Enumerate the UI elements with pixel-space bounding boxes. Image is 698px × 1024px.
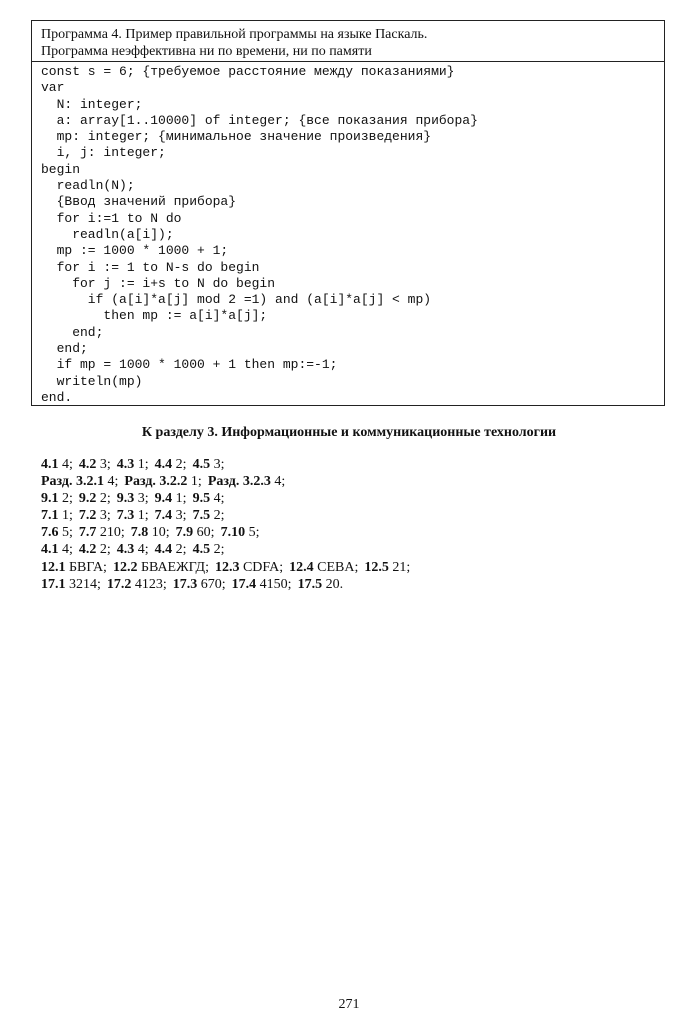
- answer-number: 17.1: [41, 576, 66, 592]
- answer-item: [155, 491, 187, 506]
- answer-row: [41, 576, 416, 593]
- answer-value: 3214;: [69, 576, 101, 592]
- answer-value: 2;: [99, 491, 111, 507]
- answer-value: БВАЕЖГД;: [140, 559, 209, 575]
- answer-item: [41, 542, 73, 557]
- answer-number: 12.3: [214, 559, 240, 575]
- answer-value: 4;: [274, 474, 286, 490]
- answer-value: 5;: [62, 525, 73, 541]
- answer-item: [155, 542, 187, 557]
- answer-item: [79, 457, 111, 472]
- code-listing: [41, 64, 478, 406]
- answer-value: 1;: [175, 491, 187, 507]
- answer-item: [289, 560, 358, 575]
- answer-number: 9.4: [154, 491, 173, 507]
- answer-value: 2;: [99, 542, 111, 558]
- answer-number: 17.4: [231, 576, 257, 592]
- answer-number: 7.1: [41, 508, 59, 524]
- answer-number: 7.8: [130, 525, 149, 541]
- answer-value: 2;: [213, 542, 225, 558]
- answer-value: 1;: [137, 508, 149, 524]
- answer-value: 1;: [62, 508, 73, 524]
- answer-value: 3;: [137, 491, 149, 507]
- answer-item: [41, 560, 107, 575]
- code-line: mp: integer; {минимальное значение произведения}: [41, 129, 432, 145]
- code-line: readln(a[i]);: [41, 226, 174, 242]
- answer-item: [155, 457, 187, 472]
- page-number: 271: [338, 997, 360, 1012]
- answer-value: 4;: [213, 491, 225, 507]
- code-line: a: array[1..10000] of integer; {все показания прибора}: [41, 112, 478, 128]
- answer-item: [124, 474, 201, 489]
- answer-value: БВГА;: [69, 559, 107, 575]
- answer-item: [41, 491, 73, 506]
- answer-value: 3;: [213, 457, 225, 472]
- answer-number: 12.4: [289, 559, 314, 575]
- code-line: N: integer;: [41, 96, 143, 112]
- answer-item: [193, 457, 225, 472]
- answer-item: [79, 525, 125, 540]
- answer-number: 4.3: [116, 457, 135, 472]
- answer-item: [193, 491, 225, 506]
- answer-number: 4.2: [78, 542, 97, 558]
- answer-value: 4;: [107, 474, 119, 490]
- answer-item: [117, 457, 149, 472]
- answer-number: 7.6: [41, 525, 59, 541]
- answer-item: [193, 542, 225, 557]
- code-line: if (a[i]*a[j] mod 2 =1) and (a[i]*a[j] < mp): [41, 292, 432, 308]
- answer-number: 12.2: [112, 559, 138, 575]
- answer-number: 7.9: [175, 525, 194, 541]
- code-line: end;: [41, 324, 104, 340]
- answer-number: 7.10: [220, 525, 246, 541]
- answer-number: 9.1: [41, 491, 59, 507]
- answer-value: 2;: [62, 491, 73, 507]
- answer-item: [208, 474, 285, 489]
- answer-number: 4.2: [78, 457, 97, 472]
- answer-value: 4;: [137, 542, 149, 558]
- answer-row: [41, 456, 416, 473]
- answer-number: 17.5: [297, 576, 323, 592]
- answer-item: [215, 560, 283, 575]
- answer-row: [41, 559, 416, 576]
- answer-item: [41, 525, 73, 540]
- answer-value: 3;: [99, 508, 111, 524]
- answer-item: [298, 577, 344, 592]
- answer-number: 12.1: [41, 559, 66, 575]
- answer-item: [41, 508, 73, 523]
- answer-number: 4.4: [154, 542, 173, 558]
- answer-value: 1;: [190, 474, 202, 490]
- answer-value: 2;: [175, 457, 187, 472]
- answer-item: [41, 577, 101, 592]
- answer-number: Разд. 3.2.3: [207, 474, 271, 490]
- code-line: for i := 1 to N-s do begin: [41, 259, 260, 275]
- code-line: i, j: integer;: [41, 145, 166, 161]
- answer-item: [79, 542, 111, 557]
- answer-item: [41, 457, 73, 472]
- answer-item: [113, 560, 209, 575]
- answers-block: [41, 456, 416, 593]
- code-line: for i:=1 to N do: [41, 210, 182, 226]
- answer-item: [176, 525, 215, 540]
- code-line: const s = 6; {требуемое расстояние между показаниями}: [41, 64, 455, 79]
- code-line: writeln(mp): [41, 373, 143, 389]
- answer-number: 17.3: [172, 576, 198, 592]
- code-line: {Ввод значений прибора}: [41, 194, 237, 210]
- section-heading: К разделу 3. Информационные и коммуникационные технологии: [141, 425, 557, 440]
- program-title: Программа 4. Пример правильной программы на языке Паскаль.: [41, 27, 428, 42]
- answer-item: [155, 508, 187, 523]
- code-line: mp := 1000 * 1000 + 1;: [41, 243, 229, 259]
- answer-number: 4.1: [41, 457, 59, 472]
- answer-value: 5;: [248, 525, 260, 541]
- answer-number: 12.5: [364, 559, 389, 575]
- answer-number: 9.3: [116, 491, 135, 507]
- code-line: readln(N);: [41, 178, 135, 194]
- answer-item: [131, 525, 170, 540]
- code-line: begin: [41, 161, 81, 177]
- answer-value: 2;: [175, 542, 187, 558]
- answer-item: [232, 577, 292, 592]
- answer-row: [41, 490, 416, 507]
- answer-number: 17.2: [106, 576, 132, 592]
- answer-number: 9.5: [192, 491, 211, 507]
- answer-value: 4150;: [259, 576, 292, 592]
- answer-value: 1;: [137, 457, 149, 472]
- answer-value: 4;: [62, 542, 73, 558]
- code-line: then mp := a[i]*a[j];: [41, 308, 268, 324]
- answer-value: 210;: [99, 525, 125, 541]
- answer-item: [117, 542, 149, 557]
- answer-number: Разд. 3.2.2: [124, 474, 188, 490]
- answer-number: Разд. 3.2.1: [41, 474, 105, 490]
- answer-value: 21;: [392, 559, 411, 575]
- code-line: end;: [41, 341, 88, 357]
- code-line: for j := i+s to N do begin: [41, 275, 276, 291]
- answer-value: 3;: [175, 508, 187, 524]
- answer-value: 60;: [196, 525, 215, 541]
- answer-value: 2;: [213, 508, 225, 524]
- code-line: var: [41, 80, 65, 96]
- answer-number: 9.2: [78, 491, 97, 507]
- answer-number: 7.2: [78, 508, 97, 524]
- answer-item: [117, 491, 149, 506]
- answer-item: [107, 577, 167, 592]
- answer-row: [41, 524, 416, 541]
- answer-item: [173, 577, 226, 592]
- answer-item: [221, 525, 260, 540]
- program-subtitle: Программа неэффективна ни по времени, ни по памяти: [41, 44, 372, 59]
- answer-value: 20.: [325, 576, 344, 592]
- answer-number: 4.1: [41, 542, 59, 558]
- answer-value: 4;: [62, 457, 73, 472]
- answer-item: [117, 508, 149, 523]
- answer-number: 7.7: [78, 525, 97, 541]
- answer-number: 7.5: [192, 508, 211, 524]
- answer-row: [41, 507, 416, 524]
- answer-number: 7.3: [116, 508, 135, 524]
- answer-item: [41, 474, 118, 489]
- answer-value: 10;: [151, 525, 170, 541]
- answer-number: 4.3: [116, 542, 135, 558]
- answer-value: CDFA;: [242, 559, 284, 575]
- answer-number: 7.4: [154, 508, 173, 524]
- answer-item: [193, 508, 225, 523]
- answer-value: CEBA;: [317, 559, 359, 575]
- answer-value: 670;: [200, 576, 226, 592]
- answer-number: 4.5: [192, 457, 211, 472]
- answer-row: [41, 541, 416, 558]
- answer-number: 4.4: [154, 457, 173, 472]
- answer-item: [364, 560, 410, 575]
- answer-item: [79, 491, 111, 506]
- answer-value: 4123;: [134, 576, 167, 592]
- answer-row: [41, 473, 416, 490]
- answer-number: 4.5: [192, 542, 211, 558]
- answer-item: [79, 508, 111, 523]
- code-line: end.: [41, 389, 73, 405]
- code-line: if mp = 1000 * 1000 + 1 then mp:=-1;: [41, 357, 338, 373]
- caption-divider: [31, 61, 665, 62]
- answer-value: 3;: [99, 457, 111, 472]
